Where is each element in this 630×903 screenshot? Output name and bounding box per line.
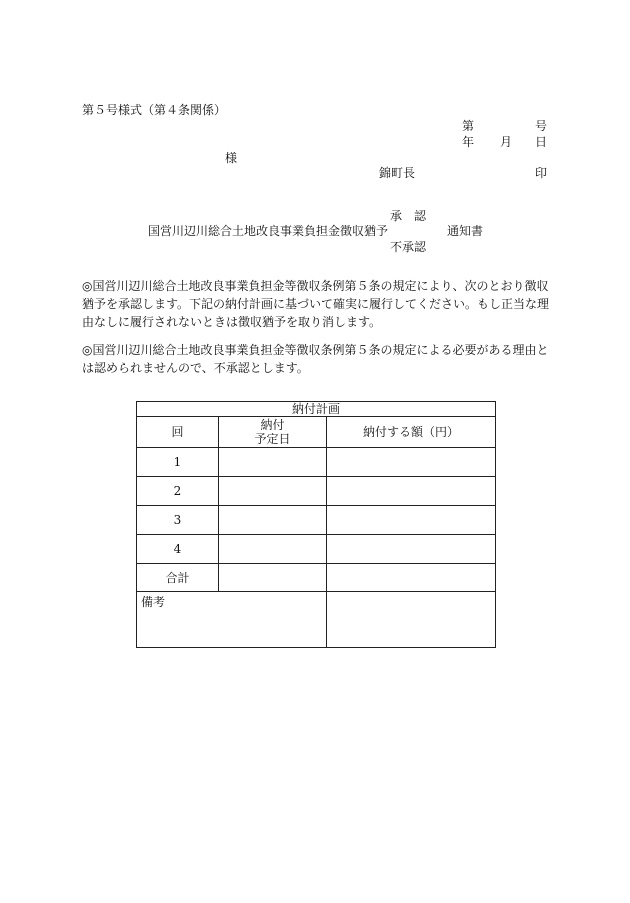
seal-mark: 印 <box>535 166 548 180</box>
date-cell <box>219 535 327 564</box>
form-number: 第５号様式（第４条関係） <box>82 103 227 117</box>
title-option-approve: 承 認 <box>390 209 427 223</box>
row-label: 合計 <box>137 564 219 592</box>
amount-cell <box>327 506 496 535</box>
number-label-dai: 第 <box>462 119 475 133</box>
payment-plan-table <box>136 401 496 648</box>
title-suffix: 通知書 <box>447 224 484 238</box>
header-amount: 納付する額（円） <box>327 417 496 448</box>
date-cell <box>219 506 327 535</box>
row-label: 1 <box>137 448 219 477</box>
title-option-disapprove: 不承認 <box>390 240 427 254</box>
date-cell <box>219 477 327 506</box>
table-row <box>137 535 496 564</box>
table-row <box>137 564 496 592</box>
remarks-cell <box>327 592 496 648</box>
amount-cell <box>327 448 496 477</box>
date-label-year: 年 <box>462 135 475 149</box>
row-label: 3 <box>137 506 219 535</box>
header-count: 回 <box>137 417 219 448</box>
paragraph-disapprove: ◎国営川辺川総合土地改良事業負担金等徴収条例第５条の規定による必要がある理由とは認められませんので、不承認とします。 <box>82 343 549 375</box>
remarks-label: 備考 <box>137 592 327 648</box>
plan-table-title: 納付計画 <box>137 402 496 417</box>
table-row <box>137 448 496 477</box>
amount-cell <box>327 477 496 506</box>
addressee-suffix: 様 <box>225 151 238 165</box>
amount-cell <box>327 535 496 564</box>
document-title: 国営川辺川総合土地改良事業負担金徴収猶予 <box>148 224 389 238</box>
amount-cell <box>327 564 496 592</box>
issuer-name: 錦町長 <box>379 166 416 180</box>
row-label: 4 <box>137 535 219 564</box>
header-date-line2: 予定日 <box>254 432 291 446</box>
table-row <box>137 506 496 535</box>
date-cell <box>219 564 327 592</box>
paragraph-approve: ◎国営川辺川総合土地改良事業負担金等徴収条例第５条の規定により、次のとおり徴収猶予を承認します。下記の納付計画に基づいて確実に履行してください。もし正当な理由なしに履行されないときは徴収猶予を取り消します。 <box>82 279 550 329</box>
date-cell <box>219 448 327 477</box>
header-date <box>219 417 327 448</box>
number-label-go: 号 <box>535 119 548 133</box>
row-label: 2 <box>137 477 219 506</box>
date-label-day: 日 <box>535 135 548 149</box>
header-date-line1: 納付 <box>260 418 285 432</box>
date-label-month: 月 <box>500 135 513 149</box>
table-row <box>137 477 496 506</box>
